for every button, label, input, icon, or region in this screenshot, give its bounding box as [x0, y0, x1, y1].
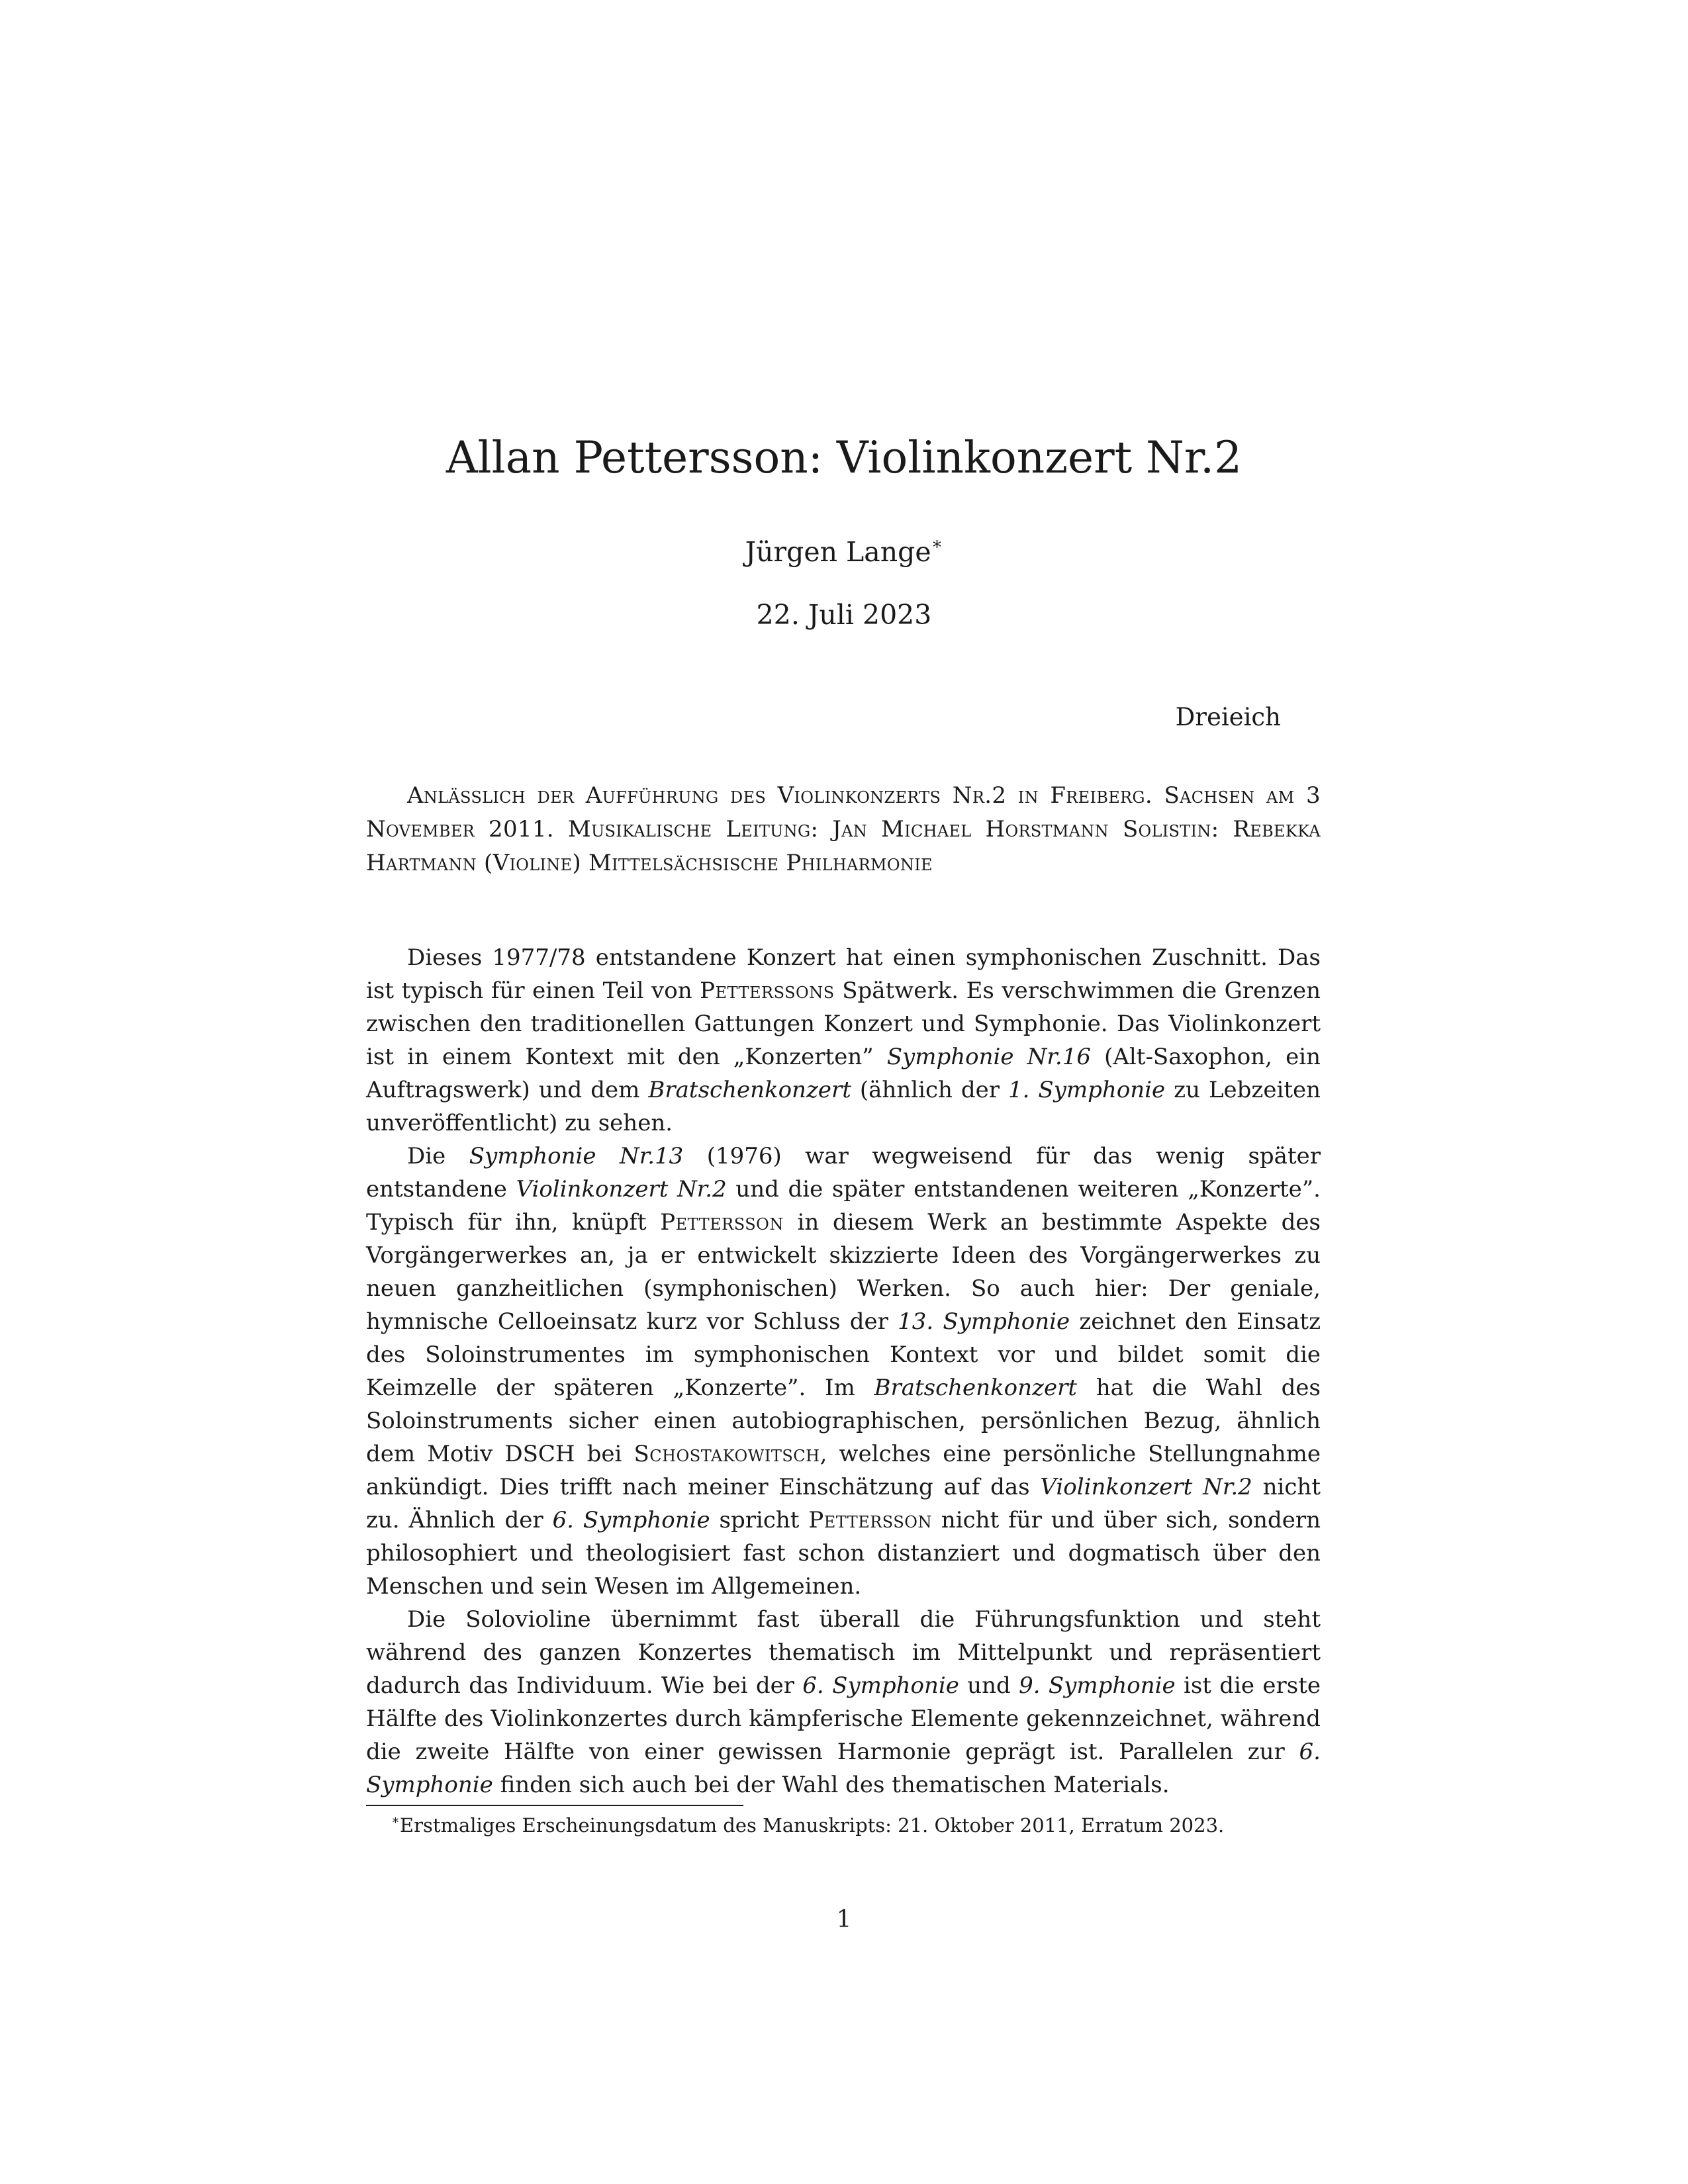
- page-number: 1: [836, 1906, 852, 1933]
- work-title: Symphonie Nr.16: [886, 1044, 1091, 1070]
- text-span: nicht zu. Ähnlich der: [366, 1474, 1321, 1533]
- text-span: zeichnet den Einsatz des Soloinstrumentes im symphonischen Kontext vor und bildet somit die Keimzelle der späteren „Konzerte”. Im: [366, 1308, 1321, 1401]
- composer-name: Petterssons: [700, 978, 835, 1004]
- work-title: 13. Symphonie: [898, 1308, 1070, 1335]
- text-span: (Alt-Saxophon, ein Auftragswerk) und dem: [366, 1044, 1321, 1103]
- text-span: Die: [407, 1143, 469, 1169]
- paragraph-1: [366, 941, 1321, 1140]
- text-span: finden sich auch bei der Wahl des thematischen Materials.: [492, 1772, 1170, 1798]
- text-span: und: [959, 1672, 1019, 1699]
- footnote: [366, 1812, 1321, 1839]
- text-span: nicht für und über sich, sondern philosophiert und theologisiert fast schon distanziert und dogmatisch über den Menschen und sein Wesen im Allgemeinen.: [366, 1507, 1321, 1600]
- text-span: Spätwerk. Es verschwimmen die Grenzen zwischen den traditionellen Gattungen Konzert und Symphonie. Das Violinkonzert ist in einem Kontext mit den „Konzerten”: [366, 978, 1321, 1070]
- author-footnote-mark[interactable]: ∗: [931, 534, 943, 554]
- text-span: (1976) war wegweisend für das wenig später entstandene: [366, 1143, 1321, 1203]
- text-span: (ähnlich der: [851, 1077, 1008, 1103]
- text-span: ist die erste Hälfte des Violinkonzertes durch kämpferische Elemente gekennzeichnet, während die zweite Hälfte von einer gewissen Harmonie geprägt ist. Parallelen zur: [366, 1672, 1321, 1765]
- footnote-divider: [366, 1805, 743, 1806]
- footnote-mark: ∗: [391, 1813, 400, 1827]
- paragraph-2: [366, 1140, 1321, 1603]
- text-span: , welches eine persönliche Stellungnahme ankündigt. Dies trifft nach meiner Einschätzung auf das: [366, 1441, 1321, 1500]
- footnote-text: Erstmaliges Erscheinungsdatum des Manuskripts: 21. Oktober 2011, Erratum 2023.: [399, 1814, 1225, 1837]
- work-title: Bratschenkonzert: [874, 1375, 1077, 1401]
- work-title: Symphonie Nr.13: [469, 1143, 684, 1169]
- work-title: Bratschenkonzert: [648, 1077, 851, 1103]
- work-title: 6. Symphonie: [366, 1739, 1321, 1798]
- paragraph-3: [366, 1603, 1321, 1801]
- author-line: [0, 536, 1688, 569]
- work-title: 1. Symphonie: [1008, 1077, 1166, 1103]
- text-span: hat die Wahl des Soloinstruments sicher einen autobiographischen, persönlichen Bezug, ähnlich dem Motiv DSCH bei: [366, 1375, 1321, 1467]
- work-title: 6. Symphonie: [552, 1507, 710, 1533]
- composer-name: Pettersson: [660, 1209, 784, 1236]
- text-span: zu Lebzeiten unveröffentlicht) zu sehen.: [366, 1077, 1321, 1136]
- work-title: Violinkonzert Nr.2: [516, 1176, 727, 1203]
- publication-date: 22. Juli 2023: [756, 599, 932, 631]
- abstract: Anlässlich der Aufführung des Violinkonzerts Nr.2 in Freiberg. Sachsen am 3 November 2011. Musikalische Leitung: Jan Michael Horstmann Solistin: Rebekka Hartmann (Violine) Mittelsächsische Philharmonie: [366, 782, 1321, 876]
- author-name: Jürgen Lange: [745, 536, 931, 568]
- paper-title: Allan Pettersson: Violinkonzert Nr.2: [445, 432, 1243, 483]
- composer-name: Schostakowitsch: [633, 1441, 820, 1467]
- composer-name: Pettersson: [808, 1507, 932, 1533]
- location: Dreieich: [1175, 703, 1281, 731]
- work-title: Violinkonzert Nr.2: [1040, 1474, 1252, 1500]
- work-title: 6. Symphonie: [802, 1672, 959, 1699]
- body-text: [366, 941, 1321, 1801]
- text-span: in diesem Werk an bestimmte Aspekte des Vorgängerwerkes an, ja er entwickelt skizzierte Ideen des Vorgängerwerkes zu neuen ganzheitlichen (symphonischen) Werken. So auch hier: Der geniale, hymnische Celloeinsatz kurz vor Schluss der: [366, 1209, 1321, 1335]
- text-span: Dieses 1977/78 entstandene Konzert hat einen symphonischen Zuschnitt. Das ist typisch für einen Teil von: [366, 944, 1321, 1004]
- text-span: Die Solovioline übernimmt fast überall die Führungsfunktion und steht während des ganzen Konzertes thematisch im Mittelpunkt und repräsentiert dadurch das Individuum. Wie bei der: [366, 1606, 1321, 1699]
- text-span: spricht: [710, 1507, 809, 1533]
- text-span: und die später entstandenen weiteren „Konzerte”. Typisch für ihn, knüpft: [366, 1176, 1321, 1236]
- work-title: 9. Symphonie: [1019, 1672, 1176, 1699]
